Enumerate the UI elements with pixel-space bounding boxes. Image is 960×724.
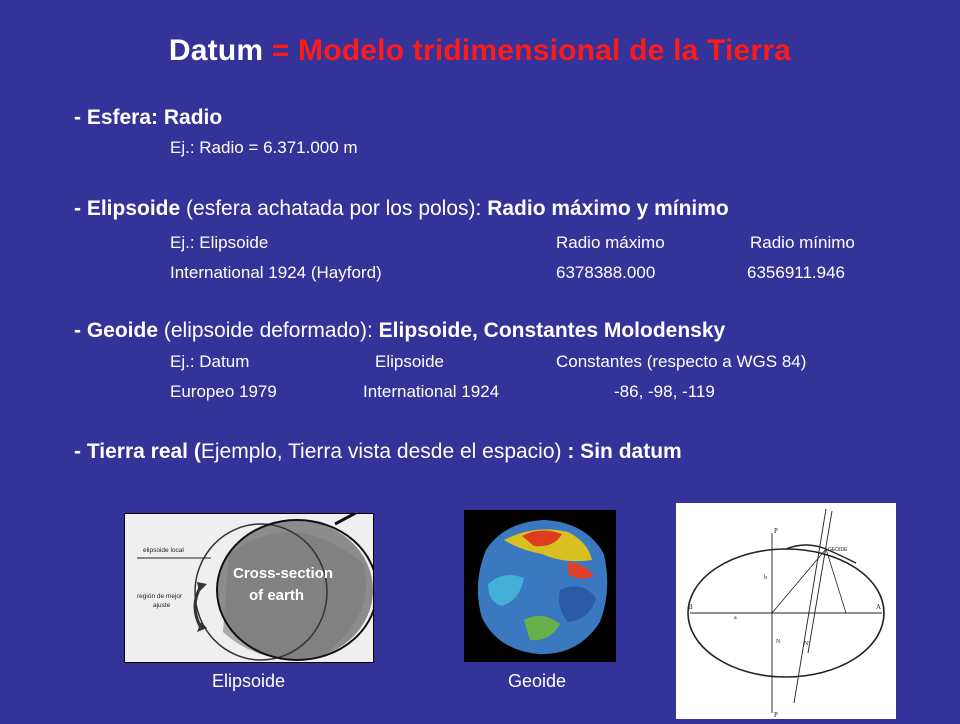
geoide-bold2: Elipsoide, Constantes Molodensky: [378, 319, 726, 342]
geoide-hdr-col2: Elipsoide: [375, 352, 444, 371]
ellipsoid-cross-text-1: Cross-section: [233, 565, 334, 582]
svg-text:N': N': [804, 641, 810, 647]
tierra-bold1: - Tierra real (: [74, 440, 201, 463]
geoide-row-col2: International 1924: [363, 382, 500, 401]
ellipsoid-cross-section-figure: [124, 513, 374, 663]
svg-text:a: a: [734, 615, 737, 621]
elipsoide-bold2: Radio máximo y mínimo: [487, 197, 729, 220]
elipsoide-normal: (esfera achatada por los polos):: [180, 197, 488, 220]
geoide-ellipsoid-diagram: [676, 503, 896, 719]
svg-text:A: A: [876, 603, 882, 611]
svg-text:P: P: [774, 527, 778, 535]
caption-ellipsoid: Elipsoide: [212, 671, 286, 691]
geoide-normal: (elipsoide deformado):: [158, 319, 379, 342]
diagram-label-geoide: GEOIDE: [828, 547, 848, 553]
svg-text:B: B: [688, 603, 693, 611]
ellipsoid-label-region-2: ajuste: [153, 602, 171, 609]
elipsoide-row-col2: 6378388.000: [556, 263, 656, 282]
svg-text:b: b: [764, 575, 767, 581]
slide-title: [0, 34, 960, 68]
geoid-figure: [464, 510, 616, 662]
geoide-row-col3: -86, -98, -119: [614, 382, 715, 401]
geoide-dash: -: [74, 319, 87, 342]
elipsoide-hdr-col1: Ej.: Elipsoide: [170, 233, 269, 252]
elipsoide-heading: [74, 197, 729, 221]
geoide-bold1: Geoide: [86, 319, 159, 342]
ellipsoid-label-region: región de mejor: [137, 593, 183, 600]
title-main: Datum: [168, 34, 264, 67]
geoide-hdr-col3: Constantes (respecto a WGS 84): [556, 352, 807, 371]
tierra-heading: [74, 440, 682, 464]
geoide-row-col1: Europeo 1979: [170, 382, 277, 401]
elipsoide-hdr-col3: Radio mínimo: [750, 233, 855, 252]
elipsoide-dash: -: [74, 197, 87, 220]
elipsoide-row-col1: International 1924 (Hayford): [170, 263, 382, 282]
esfera-example: Ej.: Radio = 6.371.000 m: [170, 138, 358, 157]
elipsoide-bold1: Elipsoide: [86, 197, 181, 220]
tierra-normal: Ejemplo, Tierra vista desde el espacio): [200, 440, 568, 463]
esfera-heading: - Esfera: Radio: [74, 106, 223, 129]
elipsoide-hdr-col2: Radio máximo: [556, 233, 665, 252]
ellipsoid-label-local: elipsoide local: [143, 547, 184, 554]
geoide-hdr-col1: Ej.: Datum: [170, 352, 250, 371]
svg-text:P: P: [774, 711, 778, 719]
ellipsoid-cross-text-2: of earth: [249, 587, 305, 604]
elipsoide-row-col3: 6356911.946: [747, 263, 846, 282]
caption-geoid: Geoide: [508, 671, 567, 691]
tierra-bold2: : Sin datum: [567, 440, 682, 463]
geoide-heading: [74, 319, 725, 343]
title-rest: = Modelo tridimensional de la Tierra: [263, 34, 792, 67]
svg-text:N: N: [776, 639, 781, 645]
